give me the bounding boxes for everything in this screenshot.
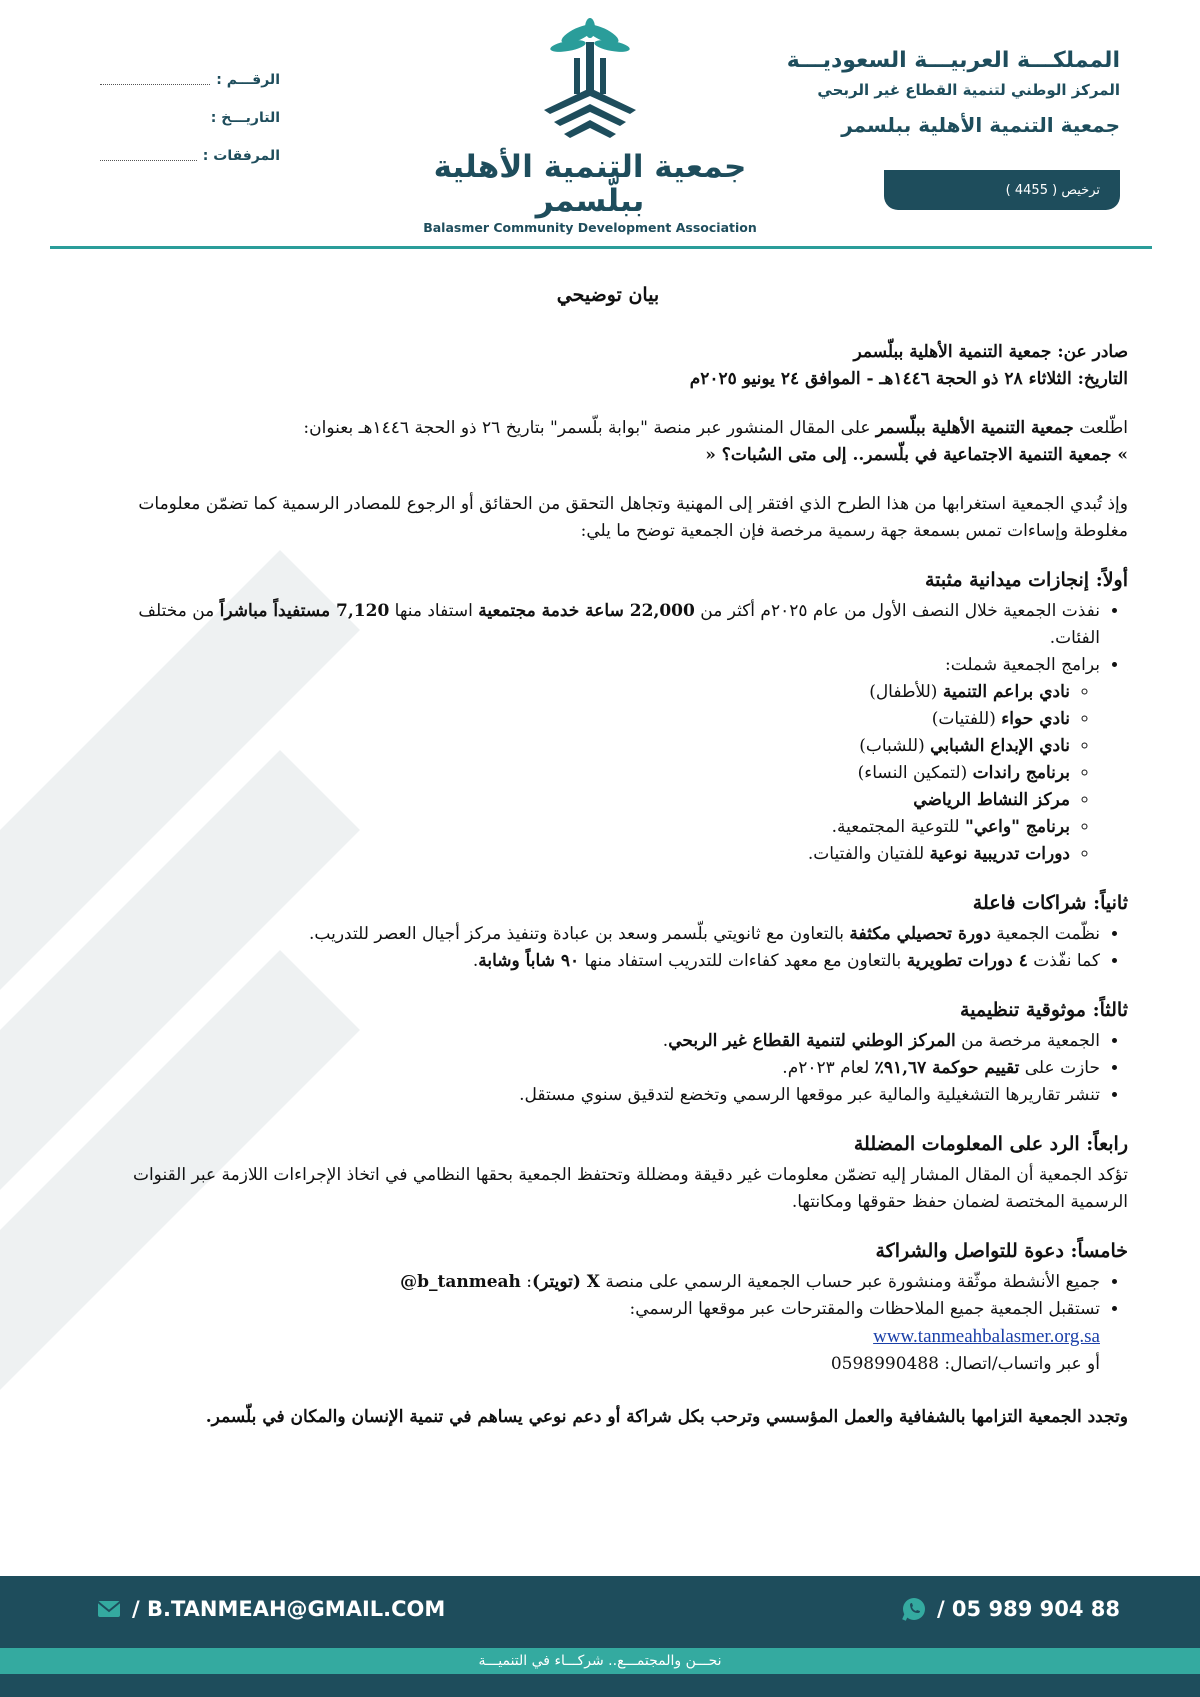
national-center-name: المركز الوطني لتنمية القطاع غير الربحي xyxy=(817,81,1120,99)
text: الجمعية مرخصة من xyxy=(955,1031,1100,1051)
list-item xyxy=(88,1055,1100,1082)
issuer-line: صادر عن: جمعية التنمية الأهلية ببلّسمر xyxy=(853,342,1128,362)
date-label: التاريـــخ : xyxy=(210,110,280,126)
program-name: نادي براعم التنمية xyxy=(942,682,1070,702)
text: استفاد منها xyxy=(389,601,479,621)
program-name: دورات تدريبية نوعية xyxy=(929,844,1070,864)
list-item xyxy=(88,1028,1100,1055)
list-item xyxy=(88,948,1100,975)
text: جميع الأنشطة موثّقة ومنشورة عبر حساب الجمعية الرسمي على منصة xyxy=(600,1272,1100,1292)
program-item xyxy=(88,679,1070,706)
courses-count: ٤ دورات تطويرية xyxy=(906,951,1028,971)
section-1-list xyxy=(88,598,1128,868)
list-item xyxy=(88,652,1100,868)
website-link[interactable]: www.tanmeahbalasmer.org.sa xyxy=(873,1326,1100,1347)
context-paragraph: وإذ تُبدي الجمعية استغرابها من هذا الطرح الذي افتقر إلى المهنية وتجاهل التحقق من الحقائق أو الرجوع للمصادر الرسمية كما تضمّن معلومات مغلوطة وإساءات تمس بسمعة جهة رسمية مرخصة فإن الجمعية توضح ما يلي: xyxy=(138,494,1128,541)
program-desc: (للفتيات) xyxy=(931,709,1002,729)
licensing-body: المركز الوطني لتنمية القطاع غير الربحي xyxy=(668,1031,956,1051)
program-name: برنامج "واعي" xyxy=(965,817,1070,837)
section-1-heading: أولاً: إنجازات ميدانية مثبتة xyxy=(924,569,1128,591)
date-row xyxy=(100,110,280,148)
program-desc: للتوعية المجتمعية. xyxy=(831,817,966,837)
license-text: ترخيص ( 4455 ) xyxy=(1005,182,1100,198)
governance-score: تقييم حوكمة ٩١,٦٧٪ xyxy=(874,1058,1020,1078)
beneficiaries-value: 7,120 مستفيداً مباشراً xyxy=(219,601,390,621)
list-item xyxy=(88,921,1100,948)
text: تستقبل الجمعية جميع الملاحظات والمقترحات عبر موقعها الرسمي: xyxy=(629,1299,1100,1319)
section-4-heading: رابعاً: الرد على المعلومات المضللة xyxy=(853,1133,1128,1155)
hours-label: ساعة خدمة مجتمعية xyxy=(478,601,630,621)
program-desc: (لتمكين النساء) xyxy=(857,763,973,783)
footer-bottom-band xyxy=(0,1674,1200,1697)
intro-paragraph xyxy=(88,415,1128,442)
text: نظّمت الجمعية xyxy=(990,924,1100,944)
section-2-heading: ثانياً: شراكات فاعلة xyxy=(972,892,1128,914)
program-item xyxy=(88,733,1070,760)
email-text: / B.TANMEAH@GMAIL.COM xyxy=(132,1597,446,1621)
course-name: دورة تحصيلي مكثفة xyxy=(849,924,991,944)
list-item xyxy=(88,598,1100,652)
article-title: » جمعية التنمية الاجتماعية في بلّسمر.. إلى متى السُبات؟ « xyxy=(705,445,1128,465)
text: نفذت الجمعية خلال النصف الأول من عام ٢٠٢٥م أكثر من xyxy=(694,601,1100,621)
palm-logo-icon xyxy=(530,18,650,148)
whatsapp-icon xyxy=(901,1596,927,1622)
list-item: • تنشر تقاريرها التشغيلية والمالية عبر موقعها الرسمي وتخضع لتدقيق سنوي مستقل. xyxy=(88,1082,1100,1109)
program-item xyxy=(88,760,1070,787)
footer-slogan: نحـــن والمجتمـــع.. شركـــاء في التنميـــة xyxy=(0,1648,1200,1674)
program-desc: (للأطفال) xyxy=(869,682,943,702)
phone-text: / 05 989 904 88 xyxy=(936,1597,1120,1621)
program-desc: للفتيان والفتيات. xyxy=(807,844,930,864)
statement-body xyxy=(88,282,1128,1431)
program-item xyxy=(88,841,1070,868)
association-logo xyxy=(410,18,770,236)
program-name: نادي الإبداع الشبابي xyxy=(930,736,1070,756)
ref-number-blank xyxy=(100,72,210,85)
logo-name-english: Balasmer Community Development Association xyxy=(423,220,757,236)
letterhead xyxy=(0,0,1200,250)
text: كما نفّذت xyxy=(1027,951,1100,971)
section-3-list xyxy=(88,1028,1128,1109)
attachments-blank xyxy=(100,148,197,161)
ref-number-label: الرقـــم : xyxy=(216,72,280,88)
section-3-heading: ثالثاً: موثوقية تنظيمية xyxy=(960,999,1128,1021)
footer-contact-bar xyxy=(0,1576,1200,1648)
ref-number-row xyxy=(100,72,280,110)
list-item xyxy=(88,1296,1100,1378)
text: برامج الجمعية شملت: xyxy=(945,655,1100,675)
text: بالتعاون مع معهد كفاءات للتدريب استفاد منها xyxy=(579,951,907,971)
whatsapp-line: أو عبر واتساب/اتصال: 0598990488 xyxy=(830,1354,1100,1374)
license-badge xyxy=(884,170,1120,210)
text: بالتعاون مع ثانويتي بلّسمر وسعد بن عبادة وتنفيذ مركز أجيال العصر للتدريب. xyxy=(309,924,850,944)
section-2-list xyxy=(88,921,1128,975)
program-desc: (للشباب) xyxy=(859,736,931,756)
programs-list xyxy=(88,679,1100,868)
program-name: برنامج راندات xyxy=(972,763,1070,783)
header-divider xyxy=(50,246,1152,249)
statement-title: بيان توضيحي xyxy=(556,284,660,306)
text: . xyxy=(662,1031,669,1051)
envelope-icon xyxy=(96,1596,122,1622)
list-item xyxy=(88,1269,1100,1296)
section-5-list xyxy=(88,1269,1128,1378)
text: لعام ٢٠٢٣م. xyxy=(782,1058,875,1078)
reference-fields xyxy=(100,72,280,186)
intro-post: على المقال المنشور عبر منصة "بوابة بلّسمر" بتاريخ ٢٦ ذو الحجة ١٤٤٦هـ بعنوان: xyxy=(303,418,876,438)
text: : xyxy=(520,1272,533,1292)
program-name: نادي حواء xyxy=(1001,709,1070,729)
youth-count: ٩٠ شاباً وشابة xyxy=(478,951,580,971)
date-line: التاريخ: الثلاثاء ٢٨ ذو الحجة ١٤٤٦هـ - الموافق ٢٤ يونيو ٢٠٢٥م xyxy=(689,369,1128,389)
issuer-block xyxy=(787,48,1120,137)
section-4-text: تؤكد الجمعية أن المقال المشار إليه تضمّن معلومات غير دقيقة ومضللة وتحتفظ الجمعية بحقها النظامي في اتخاذ الإجراءات اللازمة عبر القنوات الرسمية المختصة لضمان حفظ حقوقها ومكانتها. xyxy=(132,1165,1128,1212)
footer-phone[interactable] xyxy=(901,1596,1120,1622)
text: حازت على xyxy=(1019,1058,1100,1078)
footer xyxy=(0,1576,1200,1697)
intro-bold: جمعية التنمية الأهلية ببلّسمر xyxy=(875,418,1074,438)
program-item xyxy=(88,787,1070,814)
text: من مختلف الفئات. xyxy=(138,601,1100,648)
twitter-handle-link[interactable]: @b_tanmeah xyxy=(400,1272,521,1292)
section-5-heading: خامساً: دعوة للتواصل والشراكة xyxy=(875,1240,1128,1262)
text: . xyxy=(472,951,479,971)
program-item xyxy=(88,814,1070,841)
program-name: مركز النشاط الرياضي xyxy=(913,790,1070,810)
platform-name: X (تويتر) xyxy=(532,1272,600,1292)
closing-statement: وتجدد الجمعية التزامها بالشفافية والعمل المؤسسي وترحب بكل شراكة أو دعم نوعي يساهم في تنمية الإنسان والمكان في بلّسمر. xyxy=(205,1407,1128,1427)
logo-name-arabic: جمعية التنمية الأهلية ببلّسمر xyxy=(433,149,747,220)
kingdom-name: المملكـــة العربيـــة السعوديـــة xyxy=(786,48,1120,73)
attachments-label: المرفقات : xyxy=(202,148,280,164)
program-item xyxy=(88,706,1070,733)
association-name: جمعية التنمية الأهلية ببلسمر xyxy=(841,113,1120,137)
footer-email[interactable] xyxy=(96,1596,445,1622)
attachments-row xyxy=(100,148,280,186)
intro-pre: اطّلعت xyxy=(1073,418,1128,438)
hours-value: 22,000 xyxy=(629,601,695,621)
